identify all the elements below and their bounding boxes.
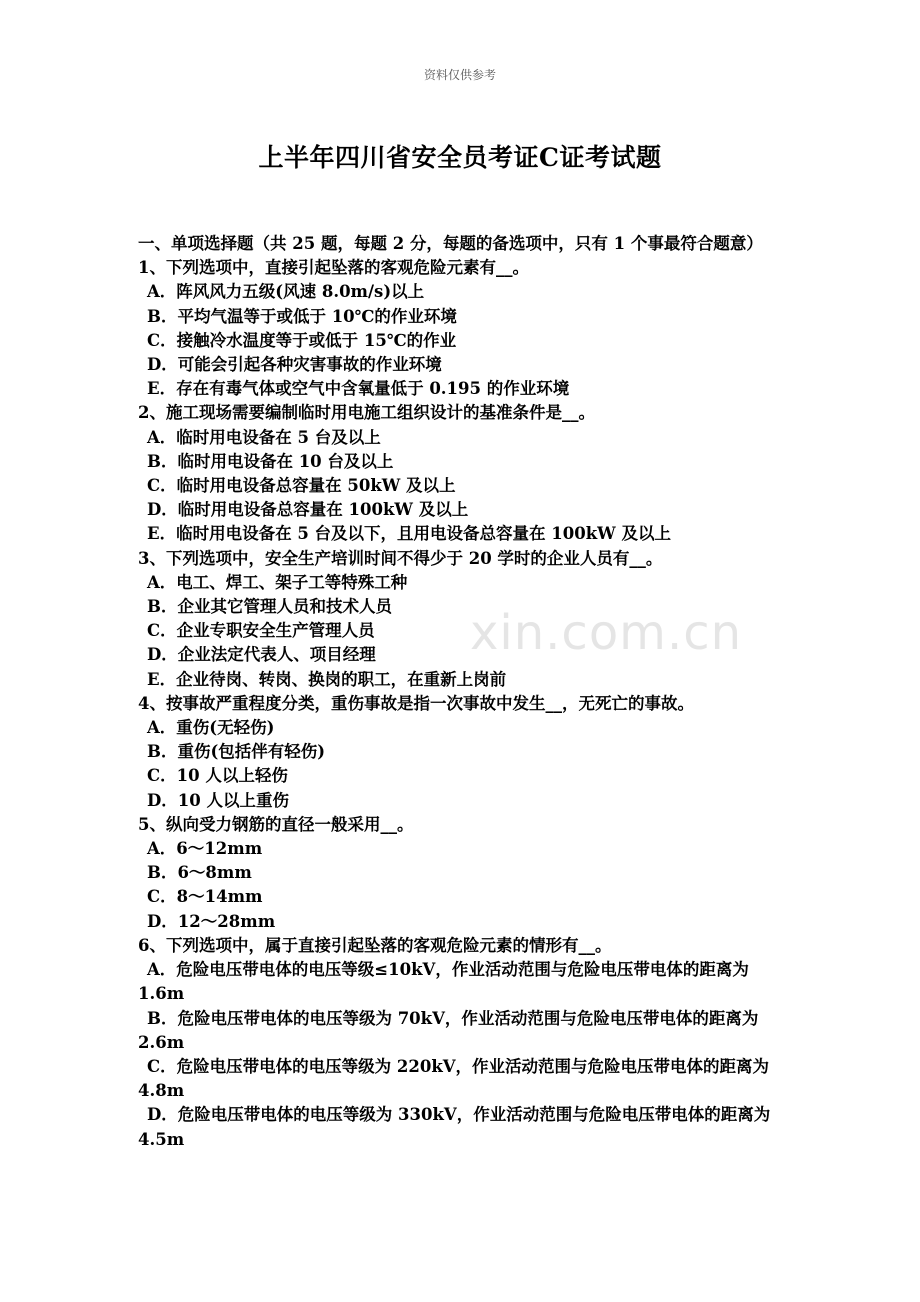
- option-a: A．电工、焊工、架子工等特殊工种: [147, 572, 408, 592]
- option-a: A．阵风风力五级(风速 8.0m/s)以上: [147, 282, 425, 302]
- page-title: 上半年四川省安全员考证C证考试题: [258, 143, 662, 172]
- section-heading: 一、单项选择题（共 25 题，每题 2 分，每题的备选项中，只有 1 个事最符合题意）: [138, 234, 763, 253]
- option-e: E．企业待岗、转岗、换岗的职工，在重新上岗前: [147, 669, 507, 689]
- question-text: 5、纵向受力钢筋的直径一般采用__。: [138, 814, 414, 834]
- question-text: 6、下列选项中，属于直接引起坠落的客观危险元素的情形有__。: [138, 935, 612, 955]
- watermark: xin.com.cn: [470, 605, 743, 661]
- option-d: D．可能会引起各种灾害事故的作业环境: [147, 355, 442, 375]
- option-e: E．临时用电设备在 5 台及以下，且用电设备总容量在 100kW 及以上: [147, 524, 671, 544]
- option-b: B．平均气温等于或低于 10℃的作业环境: [147, 306, 457, 326]
- header-note: 资料仅供参考: [423, 68, 496, 82]
- option-c: C．10 人以上轻伤: [147, 766, 288, 786]
- option-c: C．临时用电设备总容量在 50kW 及以上: [147, 476, 456, 496]
- option-d: D．10 人以上重伤: [147, 790, 290, 810]
- option-c: C．企业专职安全生产管理人员: [147, 621, 375, 641]
- question-5: [138, 813, 782, 934]
- question-text: 4、按事故严重程度分类，重伤事故是指一次事故中发生__，无死亡的事故。: [138, 693, 694, 713]
- option-c: C．危险电压带电体的电压等级为 220kV，作业活动范围与危险电压带电体的距离为 4.8m: [138, 1056, 770, 1101]
- option-b: B．6～8mm: [147, 863, 252, 883]
- question-text: 2、施工现场需要编制临时用电施工组织设计的基准条件是__。: [138, 403, 595, 423]
- option-d: D．12～28mm: [147, 911, 276, 931]
- option-a: A．危险电压带电体的电压等级≤10kV，作业活动范围与危险电压带电体的距离为 1.6m: [138, 960, 749, 1004]
- option-e: E．存在有毒气体或空气中含氧量低于 0.195 的作业环境: [147, 379, 570, 399]
- question-3: [138, 547, 782, 692]
- question-1: [138, 256, 782, 401]
- option-b: B．临时用电设备在 10 台及以上: [147, 451, 394, 471]
- option-c: C．接触冷水温度等于或低于 15℃的作业: [147, 330, 457, 350]
- option-b: B．危险电压带电体的电压等级为 70kV，作业活动范围与危险电压带电体的距离为 2.6m: [138, 1008, 759, 1052]
- option-a: A．临时用电设备在 5 台及以上: [147, 427, 381, 447]
- question-4: [138, 692, 782, 813]
- option-b: B．企业其它管理人员和技术人员: [147, 597, 392, 617]
- question-2: [138, 401, 782, 546]
- option-d: D．企业法定代表人、项目经理: [147, 645, 376, 665]
- option-d: D．危险电压带电体的电压等级为 330kV，作业活动范围与危险电压带电体的距离为 4.5m: [138, 1105, 771, 1149]
- document-body: [138, 232, 782, 1152]
- option-a: A．重伤(无轻伤): [147, 718, 275, 738]
- question-text: 1、下列选项中，直接引起坠落的客观危险元素有__。: [138, 258, 529, 278]
- option-c: C．8～14mm: [147, 887, 263, 907]
- option-a: A．6～12mm: [147, 839, 263, 859]
- option-b: B．重伤(包括伴有轻伤): [147, 742, 326, 762]
- question-6: [138, 934, 782, 1152]
- question-text: 3、下列选项中，安全生产培训时间不得少于 20 学时的企业人员有__。: [138, 548, 663, 568]
- option-d: D．临时用电设备总容量在 100kW 及以上: [147, 500, 469, 520]
